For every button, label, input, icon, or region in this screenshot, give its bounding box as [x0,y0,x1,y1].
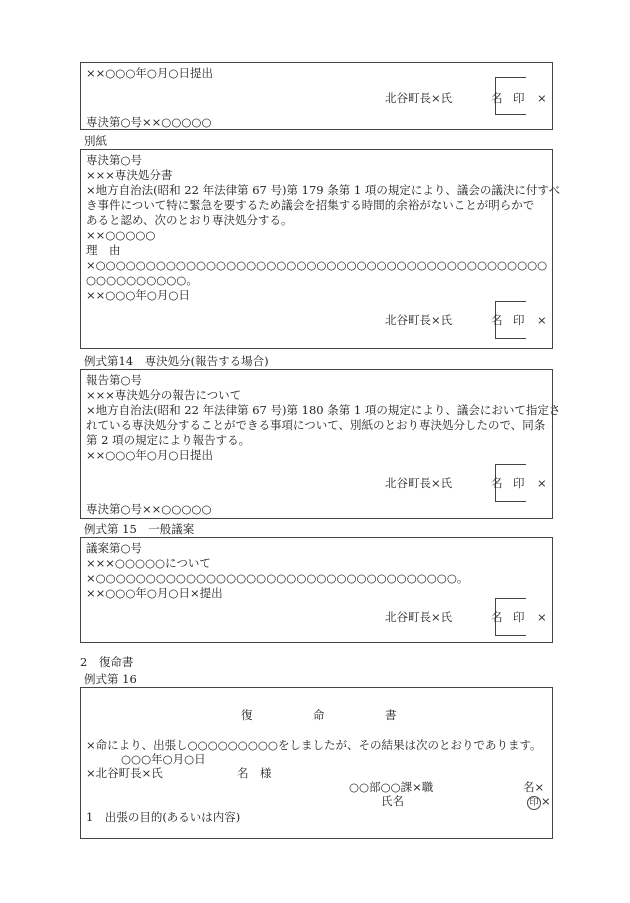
text-line: ×××専決処分の報告について [86,388,242,402]
text-line: ×××○○○○○について [86,556,211,570]
text-line: 報告第○号 [86,373,143,387]
title-char: 書 [385,708,397,722]
block-5 [80,687,553,839]
title-char: 復 [241,708,253,722]
footer-line: 専決第○号××○○○○○ [86,115,212,129]
seal-mark: × [537,91,547,105]
text-line: ×地方自治法(昭和 22 年法律第 67 号)第 179 条第 1 項の規定により、議会の議決に付すべ [86,183,561,197]
text-line: ×地方自治法(昭和 22 年法律第 67 号)第 180 条第 1 項の規定により、議会において指定さ [86,403,561,417]
text-line: ×命により、出張し○○○○○○○○○をしましたが、その結果は次のとおりであります。 [86,738,542,752]
text-line: ××○○○年○月○日 [86,288,190,302]
text-line: 理 由 [86,243,121,257]
department: ○○部○○課×職 [349,780,434,794]
text-line: あると認め、次のとおり専決処分する。 [86,213,293,227]
text-line: ××○○○年○月○日提出 [86,448,213,462]
name-label: 名 [491,313,503,327]
text-line: ×○○○○○○○○○○○○○○○○○○○○○○○○○○○○○○○○○○○○○○○○○○○○○ [86,258,548,272]
date-line: ○○○年○月○日 [121,752,206,766]
text-line: ○○○○○○○○○○。 [86,273,198,287]
caption-bessi: 別紙 [84,134,107,148]
seal-label: 印 [513,610,525,624]
name-right: 名× [523,780,545,794]
text-line: ××○○○年○月○日×提出 [86,586,223,600]
seal-in [527,794,551,810]
block-3 [80,369,561,519]
item-1: 1 出張の目的(あるいは内容) [86,810,241,824]
text-line: れている専決処分することができる事項について、別紙のとおり専決処分したので、同条 [86,418,546,432]
name-label: 名 [491,91,503,105]
text-line: 第 2 項の規定により報告する。 [86,433,251,447]
signer: 北谷町長×氏 [385,313,453,327]
addressee: ×北谷町長×氏 [86,766,163,780]
text-line: 専決第○号 [86,153,143,167]
text-line: き事件について特に緊急を要するため議会を招集する時間的余裕がないことが明らかで [86,198,535,212]
footer-line: 専決第○号××○○○○○ [86,502,212,516]
signer: 北谷町長×氏 [385,476,453,490]
signer: 北谷町長×氏 [385,610,453,624]
shimei: 氏名 [381,794,404,808]
circled-seal-icon: 印 [527,796,541,810]
seal-label: 印 [513,91,525,105]
seal-mark: × [537,476,547,490]
caption-15: 例式第 15 一般議案 [84,522,195,536]
seal-label: 印 [513,476,525,490]
name-label: 名 [491,610,503,624]
section-2-heading: 2 復命書 [80,655,134,669]
caption-14: 例式第14 専決処分(報告する場合) [84,354,269,368]
block-4 [80,537,553,643]
seal-mark: × [541,794,551,808]
title-char: 命 [313,708,325,722]
caption-16: 例式第 16 [84,672,137,686]
name-label: 名 [491,476,503,490]
seal-mark: × [537,610,547,624]
sama: 名 様 [237,766,272,780]
block-2 [80,149,561,349]
signer: 北谷町長×氏 [385,91,453,105]
seal-mark: × [537,313,547,327]
text-line: ×○○○○○○○○○○○○○○○○○○○○○○○○○○○○○○○○○○○○。 [86,571,469,585]
date-line: ××○○○年○月○日提出 [86,66,213,80]
text-line: 議案第○号 [86,541,143,555]
text-line: ××○○○○○ [86,228,156,242]
block-1 [80,62,553,130]
text-line: ×××専決処分書 [86,168,173,182]
seal-label: 印 [513,313,525,327]
